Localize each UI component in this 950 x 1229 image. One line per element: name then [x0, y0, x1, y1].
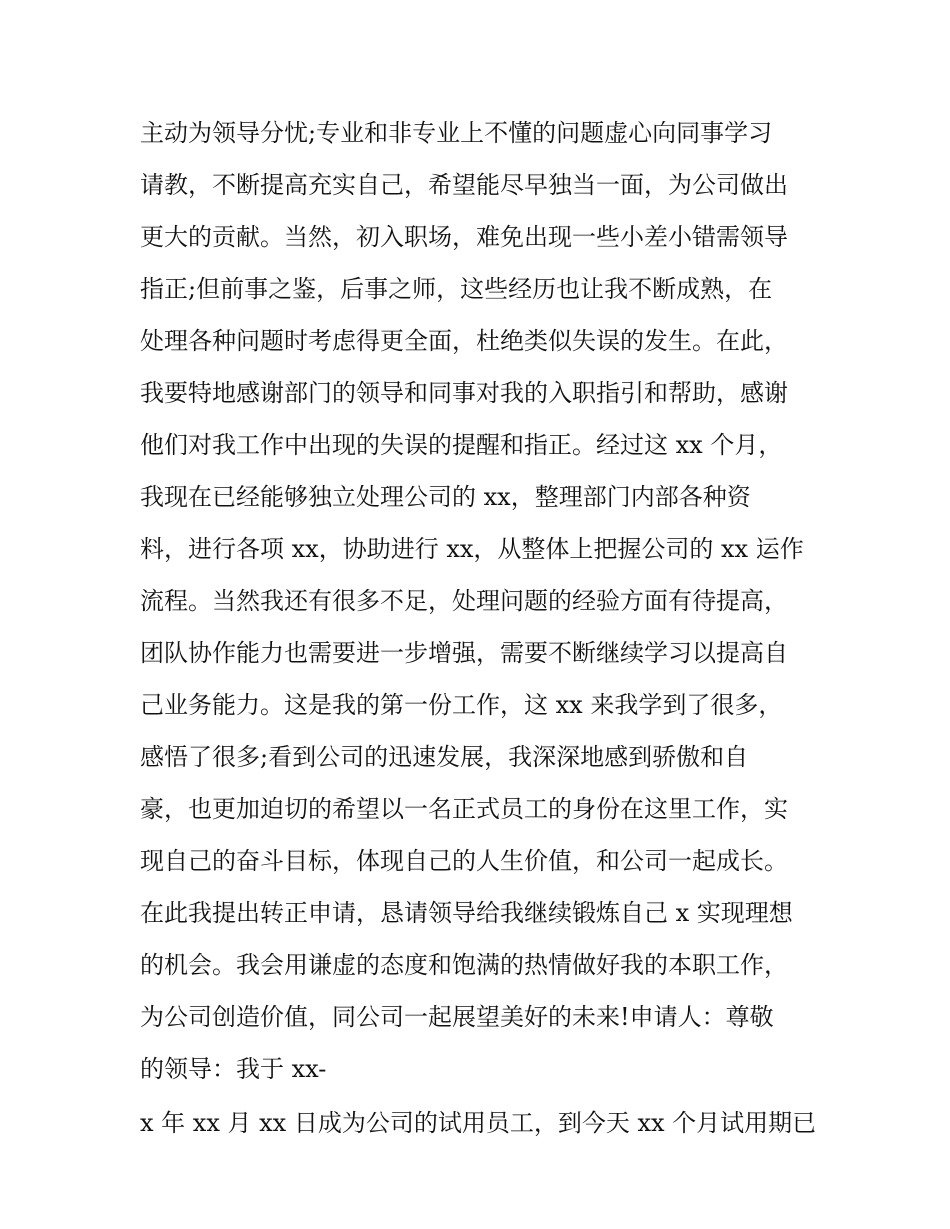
text-line-11: 团队协作能力也需要进一步增强，需要不断继续学习以提高自: [140, 639, 788, 667]
text-line-10: 流程。当然我还有很多不足，处理问题的经验方面有待提高，: [140, 587, 788, 615]
text-line-8: 我现在已经能够独立处理公司的 xx，整理部门内部各种资: [140, 483, 751, 511]
text-line-20: x 年 xx 月 xx 日成为公司的试用员工，到今天 xx 个月试用期已: [140, 1109, 817, 1137]
text-line-9: 料，进行各项 xx，协助进行 xx，从整体上把握公司的 xx 运作: [140, 535, 804, 563]
text-line-4: 指正;但前事之鉴，后事之师，这些经历也让我不断成熟，在: [140, 275, 773, 303]
text-line-15: 现自己的奋斗目标，体现自己的人生价值，和公司一起成长。: [140, 847, 788, 875]
text-line-3: 更大的贡献。当然，初入职场，难免出现一些小差小错需领导: [140, 223, 788, 251]
text-line-17: 的机会。我会用谦虚的态度和饱满的热情做好我的本职工作，: [140, 951, 788, 979]
text-line-5: 处理各种问题时考虑得更全面，杜绝类似失误的发生。在此，: [140, 327, 788, 355]
text-line-7: 他们对我工作中出现的失误的提醒和指正。经过这 xx 个月，: [140, 431, 783, 459]
text-line-19: 的领导：我于 xx-: [140, 1055, 327, 1083]
text-line-1: 主动为领导分忧;专业和非专业上不懂的问题虚心向同事学习: [140, 119, 773, 147]
text-line-18: 为公司创造价值，同公司一起展望美好的未来!申请人：尊敬: [140, 1003, 774, 1031]
text-line-16: 在此我提出转正申请，恳请领导给我继续锻炼自己 x 实现理想: [140, 899, 793, 927]
body-text: [140, 107, 840, 1149]
text-line-2: 请教，不断提高充实自己，希望能尽早独当一面，为公司做出: [140, 171, 788, 199]
text-line-14: 豪，也更加迫切的希望以一名正式员工的身份在这里工作，实: [140, 795, 788, 823]
text-line-6: 我要特地感谢部门的领导和同事对我的入职指引和帮助，感谢: [140, 379, 788, 407]
text-line-12: 己业务能力。这是我的第一份工作，这 xx 来我学到了很多，: [140, 691, 783, 719]
text-line-13: 感悟了很多;看到公司的迅速发展，我深深地感到骄傲和自: [140, 743, 749, 771]
